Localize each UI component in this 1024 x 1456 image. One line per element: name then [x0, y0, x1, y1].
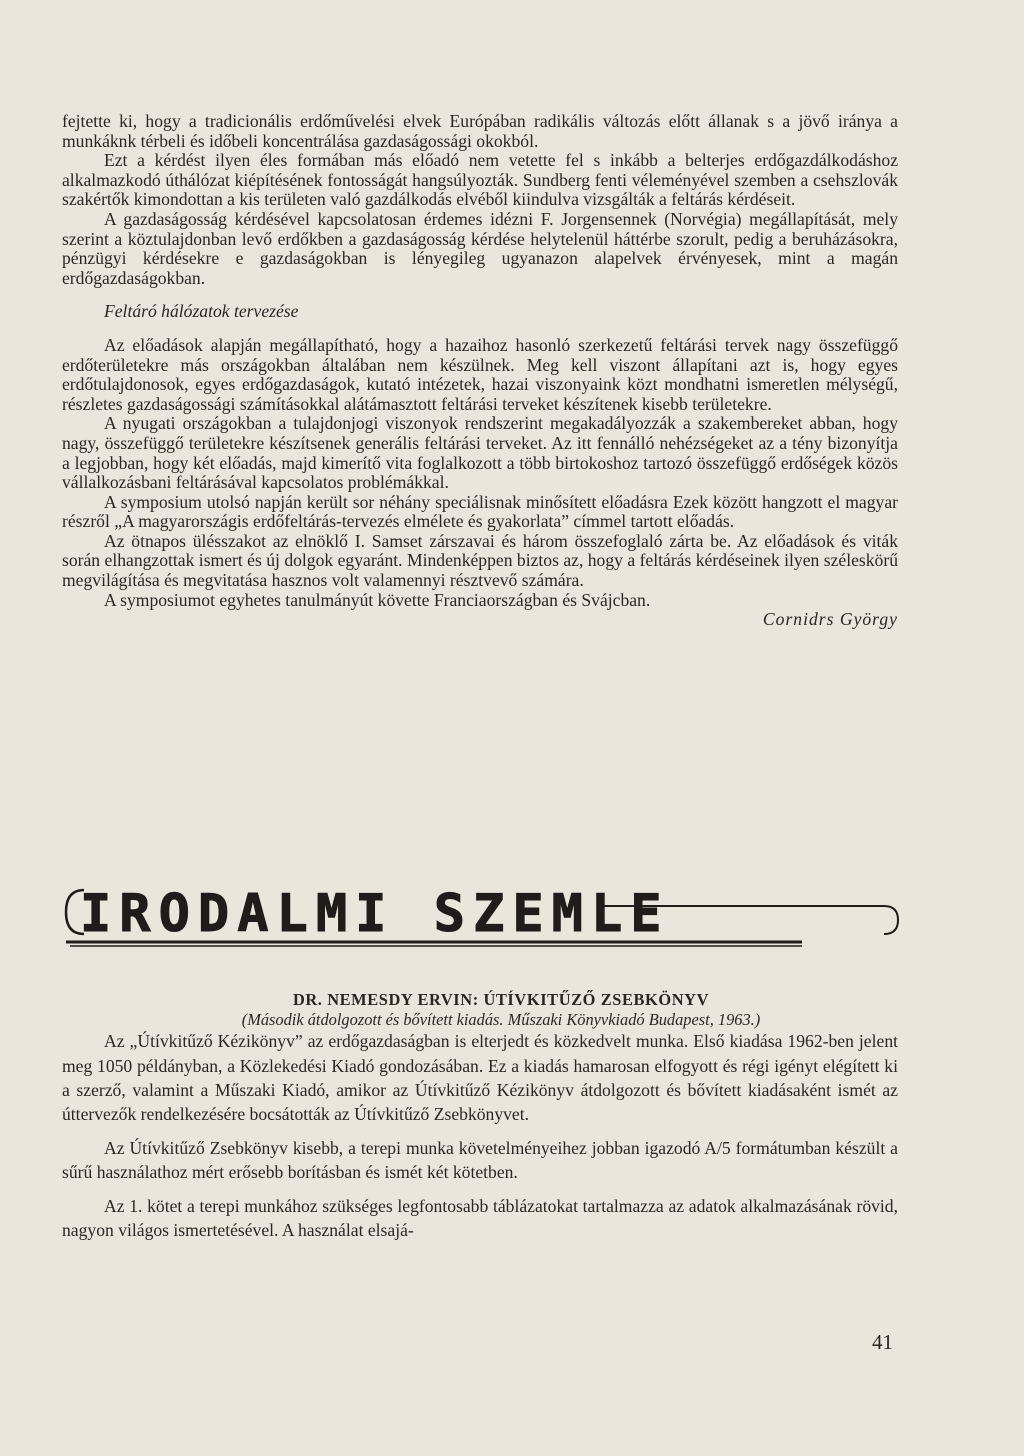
- book-subtitle: (Második átdolgozott és bővített kiadás. Műszaki Könyvkiadó Budapest, 1963.): [241, 1009, 761, 1029]
- section-banner: [62, 882, 902, 954]
- paragraph: A symposiumot egyhetes tanulmányút követte Franciaországban és Svájcban.: [104, 589, 651, 610]
- paragraph: Az ötnapos ülésszakot az elnöklő I. Samset zárszavai és három összefoglaló zárta be. Az előadások és viták során elhangzottak ismert és új dolgok egyaránt. Mindenképpen biztos az, hogy a feltárás kérdéseinek ilyen széleskörű megvilágítása és megvitatása hasznos volt valamennyi résztvevő számára.: [62, 530, 898, 591]
- paragraph: Az 1. kötet a terepi munkához szükséges legfontosabb táblázatokat tartalmazza az adatok alkalmazásának rövid, nagyon világos ismertetésével. A használat elsajá-: [62, 1195, 898, 1241]
- book-review: [62, 990, 898, 1251]
- paragraph: A symposium utolsó napján került sor néhány speciálisnak minősített előadásra Ezek között hangzott el magyar részről „A magyarországis erdőfeltárás-tervezés elmélete és gyakorlata” címmel tartott előadás.: [62, 491, 898, 532]
- article-continuation: [62, 112, 898, 630]
- author-signature: Cornidrs György: [762, 609, 898, 630]
- paragraph: Az előadások alapján megállapítható, hogy a hazaihoz hasonló szerkezetű feltárási tervek nagy összefüggő erdőterületekre más országokban általában nem készülnek. Meg kell viszont állapítani azt is, hogy egyes erdőtulajdonosok, egyes erdőgazdaságok, kutató intézetek, hazai viszonyaink közt mondhatni ismeretlen mélységű, részletes gazdaságossági számításokkal alátámasztott feltárási terveket készítenek kisebb területekre.: [62, 334, 898, 414]
- paragraph: Az Útívkitűző Zsebkönyv kisebb, a terepi munka követelményeihez jobban igazodó A/5 formátumban készült a sűrű használathoz mért erősebb borításban és ismét két kötetben.: [62, 1137, 898, 1183]
- paragraph: A gazdaságosság kérdésével kapcsolatosan érdemes idézni F. Jorgensennek (Norvégia) megállapítását, mely szerint a köztulajdonban levő erdőkben a gazdaságosság kérdése helytelenül háttérbe szorult, pedig a beruházásokra, pénzügyi kérdésekre e gazdaságokban is lényegileg ugyanazon alapelvek érvényesek, mint a magán erdőgazdaságokban.: [62, 208, 898, 288]
- banner-title: IRODALMI SZEMLE: [80, 884, 670, 944]
- paragraph: A nyugati országokban a tulajdonjogi viszonyok rendszerint megakadályozzák a szakembereket abban, hogy nagy, összefüggő területekre készítsenek generális feltárási terveket. Az itt fennálló nehézségeket az a tény bizonyítja a legjobban, hogy két előadás, majd kimerítő vita foglalkozott a több birtokoshoz tartozó összefüggő erdőségek közös vállalkozásbani feltárásával kapcsolatos problémákkal.: [62, 413, 898, 493]
- page-number: 41: [872, 1330, 893, 1354]
- section-heading: Feltáró hálózatok tervezése: [104, 301, 299, 322]
- paragraph: Ezt a kérdést ilyen éles formában más előadó nem vetette fel s inkább a belterjes erdőgazdálkodáshoz alkalmazkodó úthálózat kiépítésének fontosságát hangsúlyozták. Sundberg fenti véleményével szemben a csehszlovák szakértők kimondottan a kis területen való gazdálkodás elvéből kiindulva vizsgálták a feltárás kérdéseit.: [62, 150, 898, 210]
- book-title: DR. NEMESDY ERVIN: ÚTÍVKITŰZŐ ZSEBKÖNYV: [292, 990, 710, 1009]
- paragraph: Az „Útívkitűző Kézikönyv” az erdőgazdaságban is elterjedt és közkedvelt munka. Első kiadása 1962-ben jelent meg 1050 példányban, a Közlekedési Kiadó gondozásában. Ez a kiadás hamarosan elfogyott és régi igényt elégített ki a szerző, valamint a Műszaki Kiadó, amikor az Útívkitűző Kézikönyv átdolgozott és bővített kiadásaként ismét az úttervezők rendelkezésére bocsátották az Útívkitűző Zsebkönyvet.: [62, 1031, 898, 1125]
- paragraph: fejtette ki, hogy a tradicionális erdőművelési elvek Európában radikális változás előtt állanak s a jövő iránya a munkáknk térbeli és időbeli koncentrálása gazdaságossági okokból.: [62, 111, 898, 151]
